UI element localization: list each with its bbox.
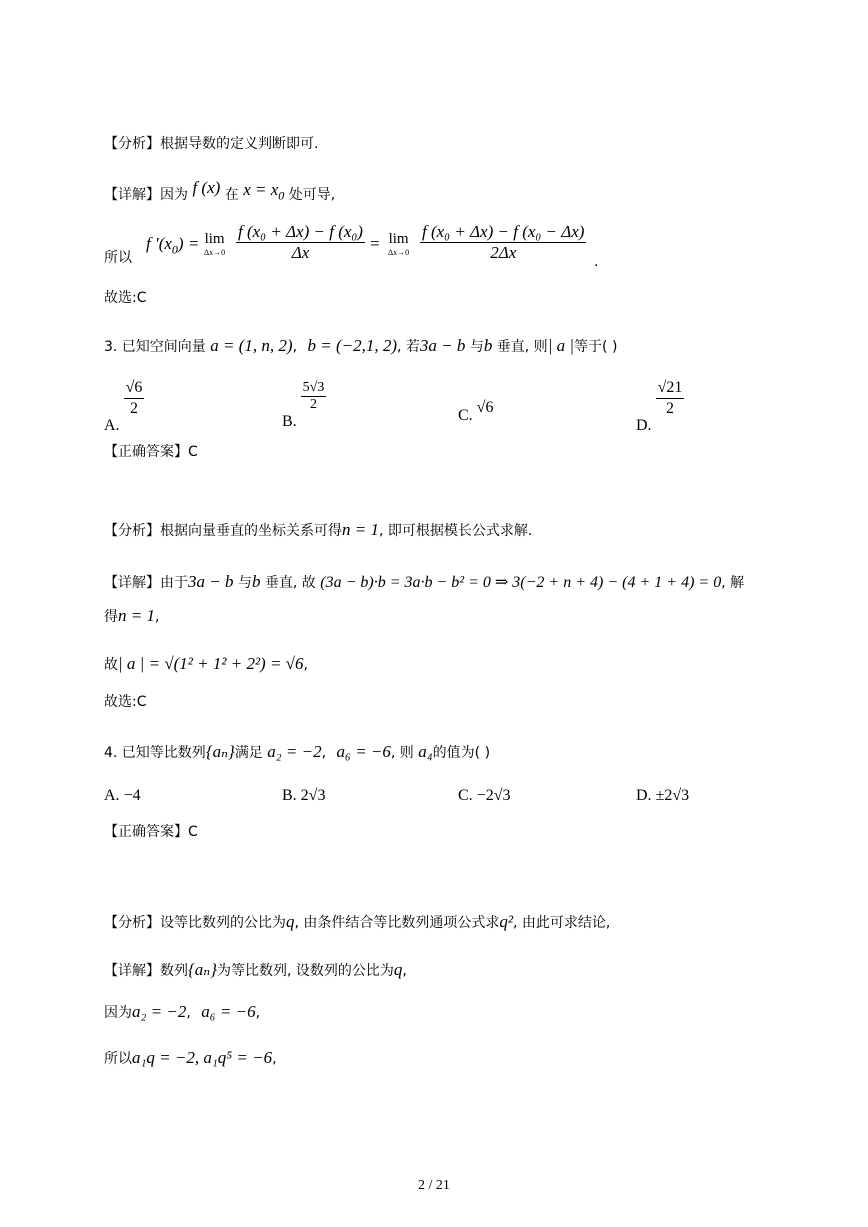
q3-option-b[interactable]: B. $\frac{5√3}{2}$ [282, 380, 325, 431]
q4-option-d[interactable]: D. ±2√3 [636, 787, 690, 804]
q2-analysis: 【分析】根据导数的定义判断即可. [104, 136, 319, 152]
q2-detail-prefix: 【详解】因为 [104, 187, 188, 203]
q3-option-a[interactable]: A. $\frac{√6}{2}$ [104, 379, 143, 435]
q4-since: 因为a₂ = −2, a₆ = −6, [104, 1002, 261, 1021]
q2-fraction-1: $\frac{\text{f (x₀ + Δx) − f (x₀)}}{\Delta x}$ [238, 222, 363, 262]
page-number: 2 / 21 [418, 1178, 450, 1193]
q4-analysis: 【分析】设等比数列的公比为q, 由条件结合等比数列通项公式求q², 由此可求结论, [104, 912, 611, 931]
q4-option-c[interactable]: C. −2√3 [458, 787, 511, 804]
q2-lim2: lim Δx→0 [388, 231, 410, 257]
q3-norm: | a | [547, 336, 575, 355]
q2-cond: $x = x_0$ [243, 180, 285, 203]
q2-fprime: f $'(x_0)$ = [146, 234, 200, 257]
q3-vec-b: b = (−2,1, 2) [307, 336, 397, 355]
q3-answer: 故选:C [104, 694, 147, 710]
q2-so: 所以 [104, 250, 132, 266]
q3-vec-a: a = (1, n, 2) [210, 336, 293, 355]
document-page: 【分析】根据导数的定义判断即可. 【详解】因为 f (x) 在 $x = x_0$ 处可导, 所以 f $'(x_0)$ = lim Δx→0 $\frac{\text{f (x₀ + Δx) − f (x₀)}}{\Delta x}$ = lim Δx→0 $\frac{\text{f (x₀ + Δx) − f (x₀ − Δx)}}{2\Delta x}$ . 故选:C 3. 已知空间向量 a = (1, n, 2), b = (−2,1, 2), 若3a − b 与b 垂直, 则| a |等于( ) A. $\frac{√6}{2}$ B. $\frac{5√3}{2}$ C. √6 D. $\frac{√21}{2}$ 【正确答案】C 【分析】根据向量垂直的坐标关系可得n = 1, 即可根据模长公式求解. 【详解】由于3a − b 与b 垂直, 故 (3a − b)·b = 3a·b − b² = 0 ⇒ 3(−2 + n + 4) − (4 + 1 + 4) = 0, 解 得n = 1, 故| a | = √(1² + 1² + 2²) = √6, 故选:C 4. 已知等比数列{aₙ}满足 a₂ = −2, a₆ = −6, 则 a₄的值为( ) A. −4 B. 2√3 C. −2√3 D. ±2√3 【正确答案】C 【分析】设等比数列的公比为q, 由条件结合等比数列通项公式求q², 由此可求结论, 【详解】数列{aₙ}为等比数列, 设数列的公比为q, 因为a₂ = −2, a₆ = −6, 所以a₁q = −2, a₁q⁵ = −6, 2 / 21 [0, 0, 868, 1227]
q3-detail-cont: 得n = 1, [104, 606, 160, 625]
q4-option-b[interactable]: B. 2√3 [282, 787, 326, 804]
q3-correct: 【正确答案】C [104, 444, 198, 460]
q3-expr: 3a − b [419, 336, 466, 355]
q2-fx: f (x) [192, 178, 221, 197]
q3-stem-prefix: 3. 已知空间向量 [104, 339, 206, 355]
q3-analysis: 【分析】根据向量垂直的坐标关系可得n = 1, 即可根据模长公式求解. [104, 520, 533, 539]
q4-option-a[interactable]: A. −4 [104, 787, 141, 804]
q2-detail-line [104, 178, 336, 209]
q3-norm-line: 故| a | = √(1² + 1² + 2²) = √6, [104, 654, 308, 673]
q2-detail-tail: 处可导, [288, 187, 336, 203]
q2-fraction-2: $\frac{\text{f (x₀ + Δx) − f (x₀ − Δx)}}{2\Delta x}$ [422, 222, 585, 262]
q2-answer: 故选:C [104, 290, 147, 306]
q3-stem: 3. 已知空间向量 a = (1, n, 2), b = (−2,1, 2), 若3a − b 与b 垂直, 则| a |等于( ) [104, 336, 618, 355]
q4-detail: 【详解】数列{aₙ}为等比数列, 设数列的公比为q, [104, 960, 407, 979]
q3-detail-formula: (3a − b)·b = 3a·b − b² = 0 ⇒ 3(−2 + n + 4) − (4 + 1 + 4) = 0 [320, 574, 722, 591]
q4-correct: 【正确答案】C [104, 824, 198, 840]
q3-detail: 【详解】由于3a − b 与b 垂直, 故 (3a − b)·b = 3a·b − b² = 0 ⇒ 3(−2 + n + 4) − (4 + 1 + 4) = 0, 解 [104, 572, 745, 591]
q4-so: 所以a₁q = −2, a₁q⁵ = −6, [104, 1048, 277, 1067]
q3-option-d[interactable]: D. $\frac{√21}{2}$ [636, 379, 683, 435]
q2-lim1: lim Δx→0 [204, 231, 226, 257]
q3-option-c[interactable]: C. √6 [458, 399, 494, 424]
q4-stem: 4. 已知等比数列{aₙ}满足 a₂ = −2, a₆ = −6, 则 a₄的值为( ) [104, 742, 491, 761]
q2-detail-mid: 在 [224, 187, 239, 203]
q3-norm-formula: | a | = √(1² + 1² + 2²) = √6 [118, 654, 304, 673]
